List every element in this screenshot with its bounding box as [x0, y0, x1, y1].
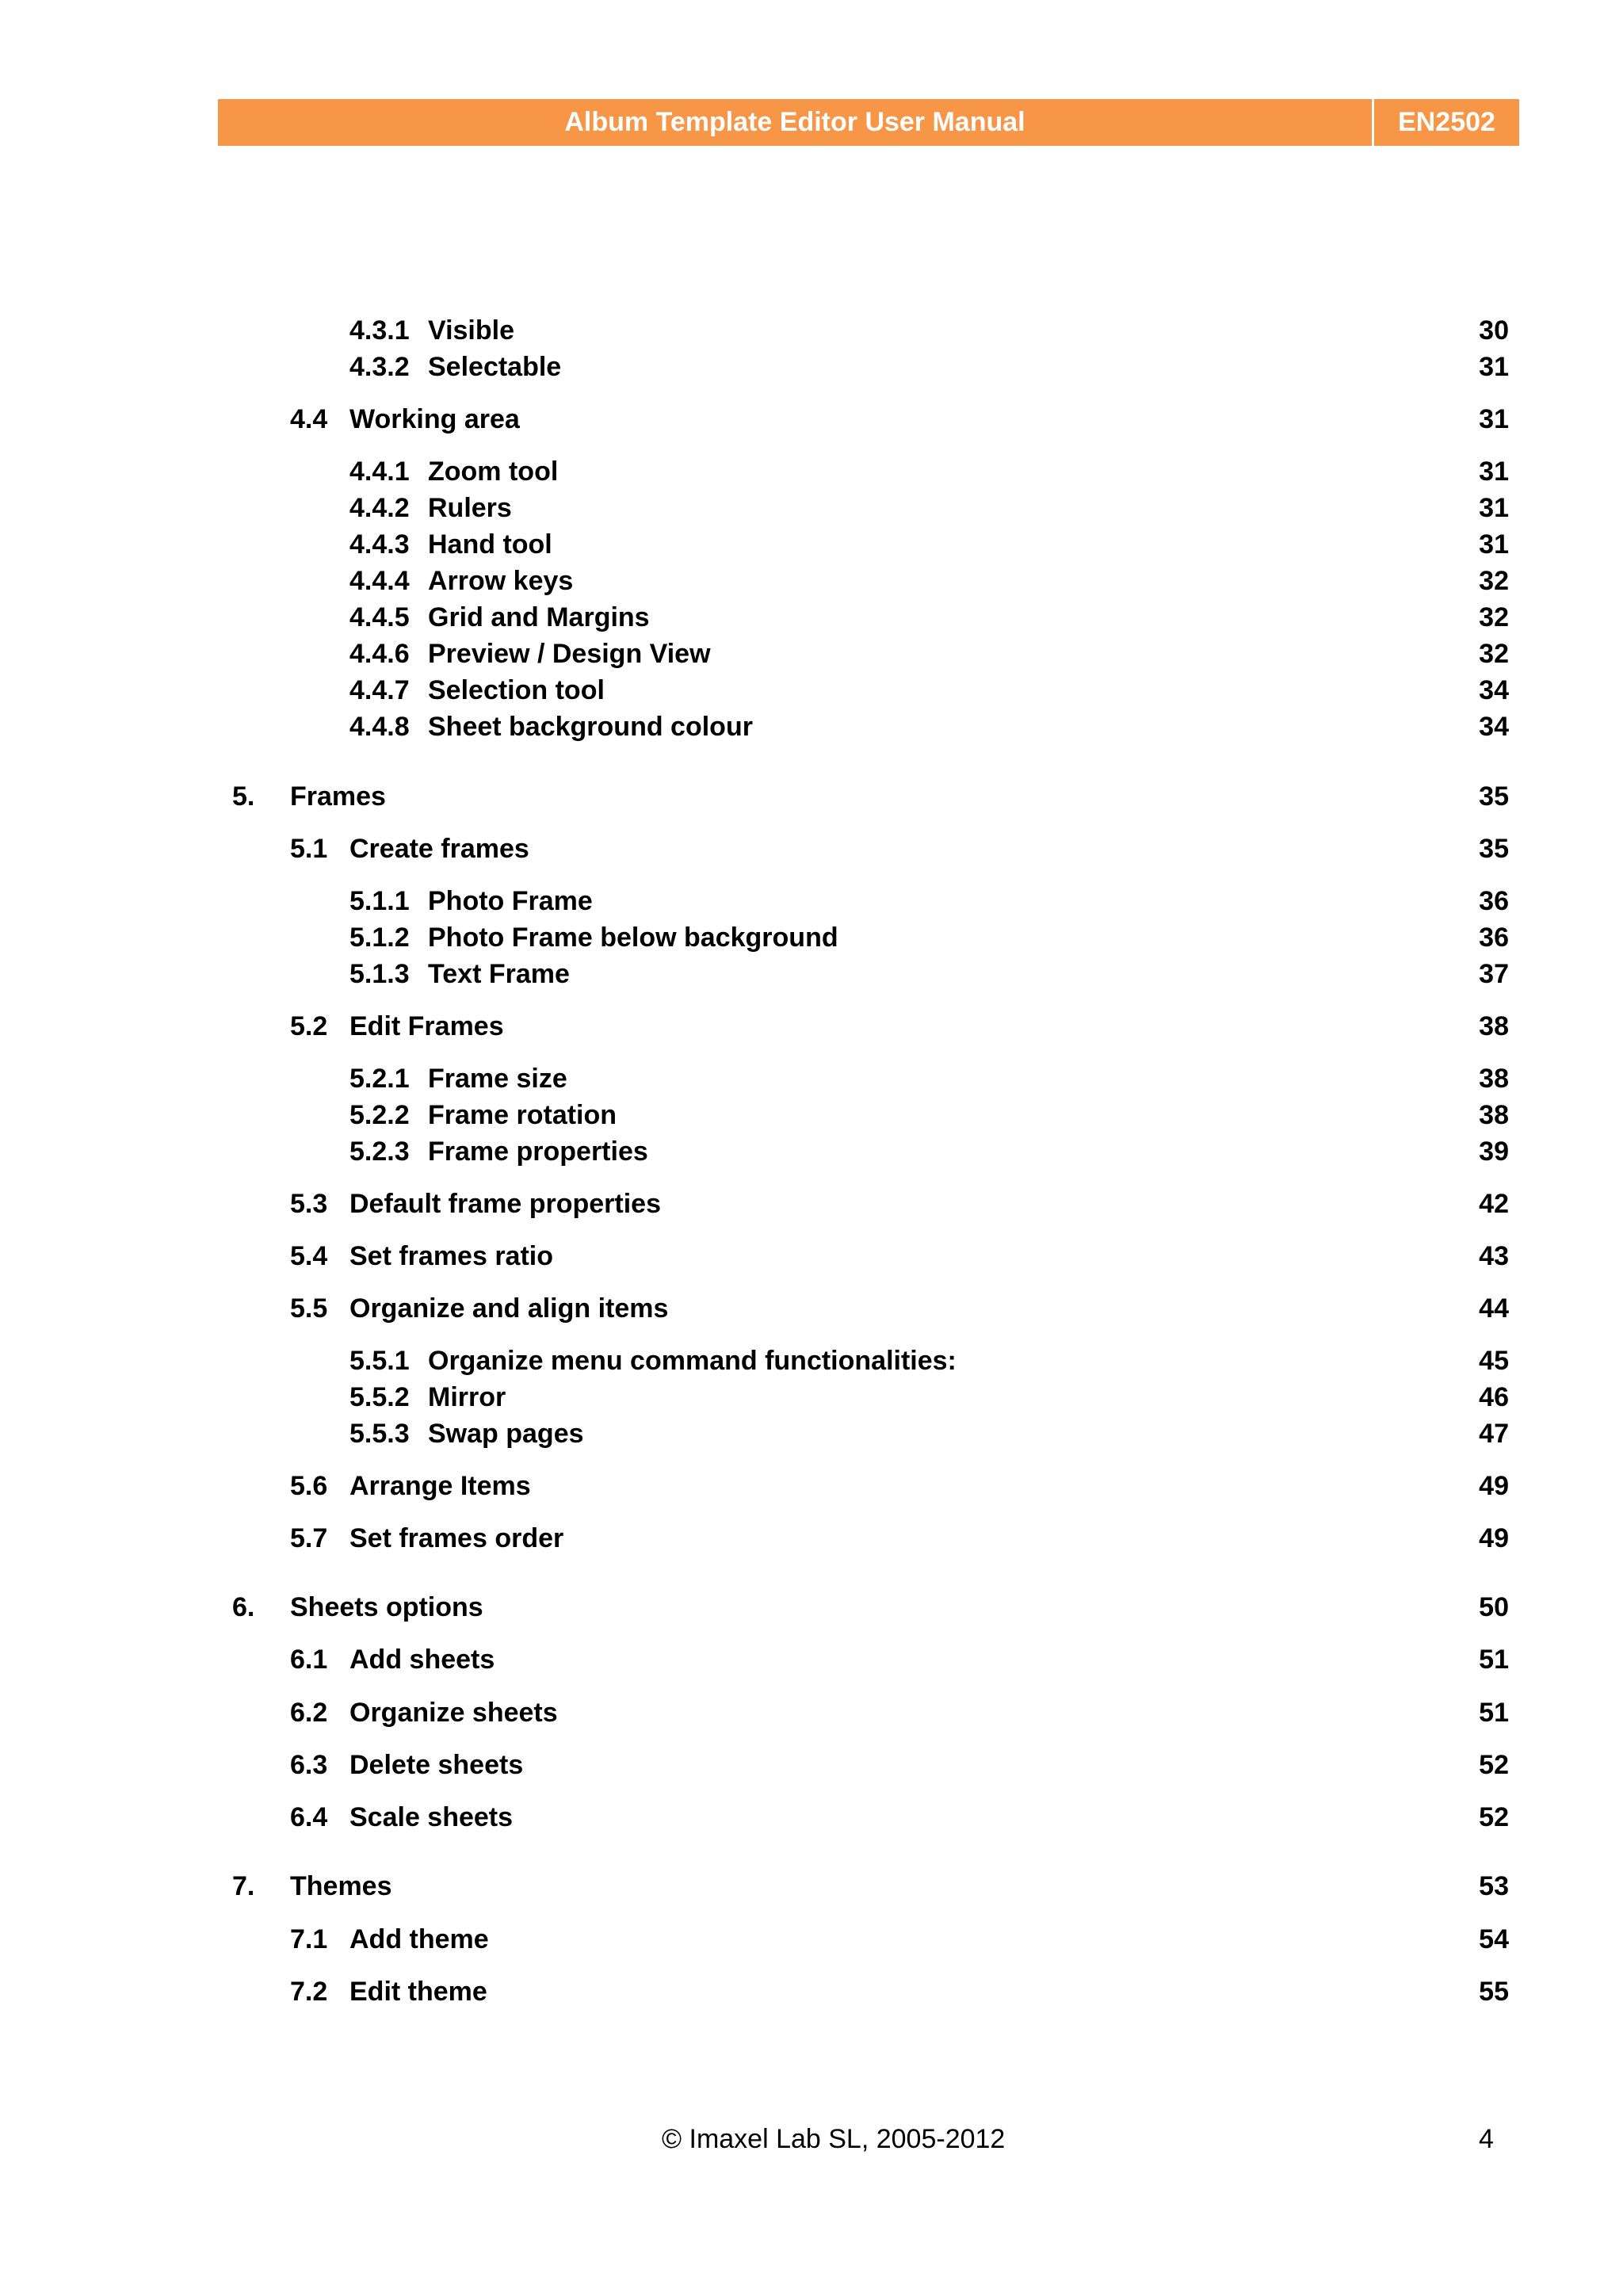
toc-number: 5.1.2	[349, 923, 410, 953]
toc-entry[interactable]	[0, 883, 1623, 919]
toc-label: Scale sheets	[349, 1802, 514, 1832]
toc-entry[interactable]	[0, 401, 1623, 437]
toc-entry[interactable]	[0, 1290, 1623, 1327]
toc-page: 34	[1479, 712, 1509, 742]
toc-number: 4.4.4	[349, 566, 410, 596]
toc-number: 5.5.1	[349, 1346, 410, 1376]
toc-page: 52	[1479, 1750, 1509, 1780]
toc-entry[interactable]	[0, 672, 1623, 709]
toc-page: 31	[1479, 529, 1509, 560]
toc-page: 53	[1479, 1871, 1509, 1901]
toc-entry[interactable]	[0, 1799, 1623, 1836]
toc-entry[interactable]	[0, 312, 1623, 349]
toc-entry[interactable]	[0, 1238, 1623, 1274]
toc-label: Preview / Design View	[428, 639, 711, 669]
toc-label: Delete sheets	[349, 1750, 524, 1780]
toc-number: 5.2.3	[349, 1137, 410, 1167]
toc-number: 5.2.1	[349, 1064, 410, 1094]
toc-label: Organize sheets	[349, 1698, 558, 1728]
toc-label: Photo Frame below background	[428, 923, 838, 953]
toc-page: 49	[1479, 1471, 1509, 1501]
toc-label: Set frames order	[349, 1523, 564, 1553]
toc-label: Set frames ratio	[349, 1241, 553, 1271]
toc-number: 5.2.2	[349, 1100, 410, 1130]
footer-copyright: © Imaxel Lab SL, 2005-2012	[662, 2124, 1006, 2154]
toc-page: 31	[1479, 352, 1509, 382]
toc-number: 4.4.7	[349, 675, 410, 705]
toc-page: 55	[1479, 1977, 1509, 2007]
toc-label: Swap pages	[428, 1419, 584, 1449]
toc-number: 4.4.1	[349, 457, 410, 487]
toc-number: 5.1.3	[349, 959, 410, 989]
toc-page: 38	[1479, 1011, 1509, 1041]
toc-entry[interactable]	[0, 1343, 1623, 1379]
toc-number: 5.4	[290, 1241, 328, 1271]
toc-entry[interactable]	[0, 956, 1623, 992]
toc-number: 4.4	[290, 404, 328, 434]
toc-label: Visible	[428, 315, 514, 346]
toc-label: Mirror	[428, 1382, 506, 1412]
toc-number: 5.5.2	[349, 1382, 410, 1412]
toc-number: 4.4.3	[349, 529, 410, 560]
toc-entry[interactable]	[0, 1520, 1623, 1557]
toc-label: Sheets options	[290, 1592, 483, 1622]
toc-number: 4.4.8	[349, 712, 410, 742]
toc-number: 5.	[232, 781, 255, 812]
toc-entry[interactable]	[0, 1921, 1623, 1958]
document-code: EN2502	[1398, 107, 1495, 137]
toc-entry[interactable]	[0, 1060, 1623, 1097]
toc-number: 6.2	[290, 1698, 328, 1728]
toc-entry[interactable]	[0, 1097, 1623, 1133]
toc-entry[interactable]	[0, 636, 1623, 672]
toc-page: 35	[1479, 781, 1509, 812]
toc-entry[interactable]	[0, 1186, 1623, 1222]
toc-page: 42	[1479, 1189, 1509, 1219]
toc-label: Sheet background colour	[428, 712, 753, 742]
toc-page: 51	[1479, 1645, 1509, 1675]
toc-page: 51	[1479, 1698, 1509, 1728]
toc-label: Organize menu command functionalities:	[428, 1346, 957, 1376]
toc-number: 4.4.6	[349, 639, 410, 669]
toc-entry[interactable]	[0, 563, 1623, 599]
toc-label: Photo Frame	[428, 886, 593, 916]
toc-entry[interactable]	[0, 1008, 1623, 1045]
toc-number: 7.1	[290, 1924, 328, 1954]
toc-label: Create frames	[349, 834, 529, 864]
toc-entry[interactable]	[0, 1694, 1623, 1731]
toc-entry[interactable]	[0, 709, 1623, 745]
toc-page: 52	[1479, 1802, 1509, 1832]
toc-entry[interactable]	[0, 778, 1623, 815]
toc-page: 44	[1479, 1293, 1509, 1324]
toc-number: 7.	[232, 1871, 255, 1901]
toc-page: 30	[1479, 315, 1509, 346]
toc-entry[interactable]	[0, 526, 1623, 563]
toc-label: Zoom tool	[428, 457, 559, 487]
toc-entry[interactable]	[0, 349, 1623, 385]
toc-entry[interactable]	[0, 1589, 1623, 1626]
toc-label: Add sheets	[349, 1645, 495, 1675]
toc-label: Arrange Items	[349, 1471, 531, 1501]
toc-page: 32	[1479, 566, 1509, 596]
toc-page: 32	[1479, 602, 1509, 632]
toc-label: Working area	[349, 404, 520, 434]
toc-number: 7.2	[290, 1977, 328, 2007]
toc-entry[interactable]	[0, 1468, 1623, 1504]
toc-label: Edit Frames	[349, 1011, 504, 1041]
toc-number: 5.5	[290, 1293, 328, 1324]
toc-label: Edit theme	[349, 1977, 487, 2007]
toc-page: 38	[1479, 1064, 1509, 1094]
toc-label: Add theme	[349, 1924, 489, 1954]
toc-label: Frame rotation	[428, 1100, 617, 1130]
toc-page: 31	[1479, 457, 1509, 487]
toc-page: 38	[1479, 1100, 1509, 1130]
toc-entry[interactable]	[0, 831, 1623, 867]
toc-number: 5.1.1	[349, 886, 410, 916]
toc-number: 6.4	[290, 1802, 328, 1832]
toc-number: 6.1	[290, 1645, 328, 1675]
toc-number: 5.5.3	[349, 1419, 410, 1449]
document-title: Album Template Editor User Manual	[564, 107, 1025, 137]
toc-number: 5.3	[290, 1189, 328, 1219]
toc-entry[interactable]	[0, 1868, 1623, 1904]
toc-number: 4.3.2	[349, 352, 410, 382]
toc-entry[interactable]	[0, 453, 1623, 490]
toc-page: 49	[1479, 1523, 1509, 1553]
toc-label: Frame size	[428, 1064, 567, 1094]
toc-label: Selection tool	[428, 675, 605, 705]
toc-entry[interactable]	[0, 599, 1623, 636]
toc-page: 31	[1479, 493, 1509, 523]
toc-page: 39	[1479, 1137, 1509, 1167]
toc-label: Text Frame	[428, 959, 570, 989]
toc-page: 46	[1479, 1382, 1509, 1412]
toc-label: Frame properties	[428, 1137, 648, 1167]
toc-page: 54	[1479, 1924, 1509, 1954]
footer-page-number: 4	[1479, 2124, 1494, 2154]
toc-page: 37	[1479, 959, 1509, 989]
toc-label: Default frame properties	[349, 1189, 661, 1219]
toc-label: Hand tool	[428, 529, 552, 560]
toc-label: Rulers	[428, 493, 512, 523]
toc-number: 4.4.2	[349, 493, 410, 523]
toc-number: 6.	[232, 1592, 255, 1622]
toc-entry[interactable]	[0, 1379, 1623, 1415]
toc-page: 32	[1479, 639, 1509, 669]
toc-number: 5.1	[290, 834, 328, 864]
toc-page: 45	[1479, 1346, 1509, 1376]
toc-number: 5.6	[290, 1471, 328, 1501]
toc-page: 34	[1479, 675, 1509, 705]
toc-entry[interactable]	[0, 1747, 1623, 1783]
toc-label: Organize and align items	[349, 1293, 669, 1324]
toc-number: 5.2	[290, 1011, 328, 1041]
toc-page: 35	[1479, 834, 1509, 864]
toc-number: 4.3.1	[349, 315, 410, 346]
toc-page: 36	[1479, 923, 1509, 953]
toc-entry[interactable]	[0, 1133, 1623, 1170]
toc-number: 5.7	[290, 1523, 328, 1553]
toc-entry[interactable]	[0, 1641, 1623, 1678]
toc-page: 47	[1479, 1419, 1509, 1449]
toc-label: Arrow keys	[428, 566, 574, 596]
toc-number: 4.4.5	[349, 602, 410, 632]
toc-label: Themes	[290, 1871, 392, 1901]
toc-entry[interactable]	[0, 919, 1623, 956]
toc-entry[interactable]	[0, 1973, 1623, 2010]
toc-page: 50	[1479, 1592, 1509, 1622]
toc-page: 31	[1479, 404, 1509, 434]
toc-entry[interactable]	[0, 1415, 1623, 1452]
toc-entry[interactable]	[0, 490, 1623, 526]
toc-label: Grid and Margins	[428, 602, 650, 632]
toc-label: Frames	[290, 781, 386, 812]
toc-number: 6.3	[290, 1750, 328, 1780]
toc-page: 36	[1479, 886, 1509, 916]
toc-label: Selectable	[428, 352, 562, 382]
toc-page: 43	[1479, 1241, 1509, 1271]
